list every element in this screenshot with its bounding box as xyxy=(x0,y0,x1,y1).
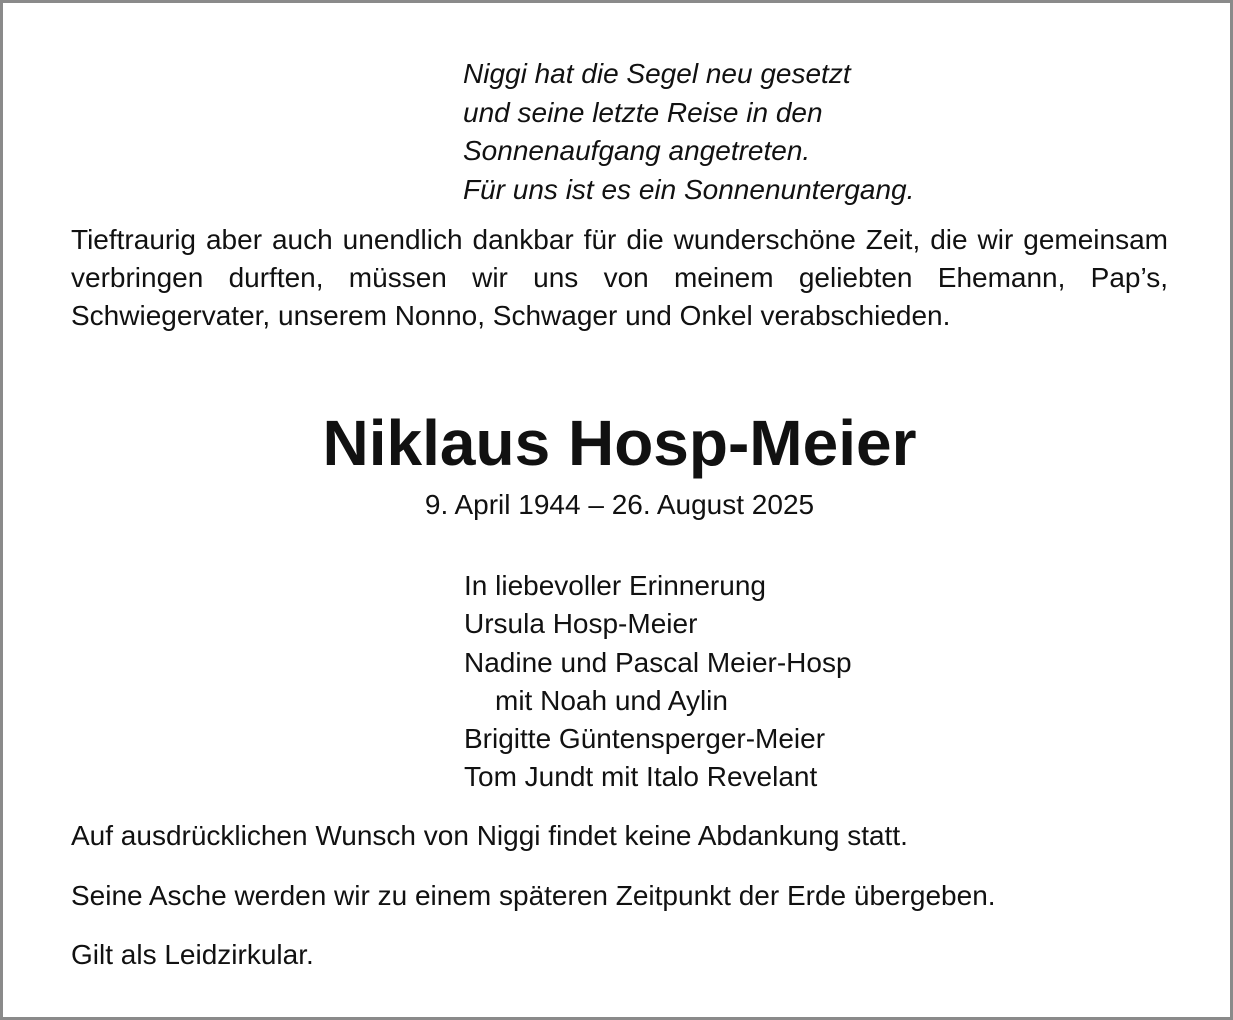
mourner-line: Ursula Hosp-Meier xyxy=(464,608,698,640)
memorial-poem xyxy=(463,55,1163,209)
life-dates: 9. April 1944 – 26. August 2025 xyxy=(424,489,815,520)
intro-paragraph: Tieftraurig aber auch unendlich dankbar für die wunderschöne Zeit, die wir gemeinsam verbringen durften, müssen wir uns von meinem geliebten Ehemann, Pap’s, Schwiegervater, unserem Nonno, Schwager und Onkel verabschieden. xyxy=(71,224,1168,331)
mourners-heading: In liebevoller Erinnerung xyxy=(464,570,766,601)
mourner-line: mit Noah und Aylin xyxy=(495,684,728,716)
poem-line: und seine letzte Reise in den xyxy=(463,96,823,128)
mourners-list xyxy=(464,567,1164,797)
ashes-note: Seine Asche werden wir zu einem späteren Zeitpunkt der Erde übergeben. xyxy=(71,880,996,911)
no-ceremony-note: Auf ausdrücklichen Wunsch von Niggi findet keine Abdankung statt. xyxy=(71,820,908,851)
poem-line: Niggi hat die Segel neu gesetzt xyxy=(463,58,851,89)
mourner-line: Nadine und Pascal Meier-Hosp xyxy=(464,646,852,678)
mourner-line: Tom Jundt mit Italo Revelant xyxy=(464,761,818,793)
mourner-line: Brigitte Güntensperger-Meier xyxy=(464,723,826,755)
circular-note: Gilt als Leidzirkular. xyxy=(71,939,314,970)
poem-line: Sonnenaufgang angetreten. xyxy=(463,135,811,166)
deceased-name: Niklaus Hosp-Meier xyxy=(322,407,917,479)
poem-line: Für uns ist es ein Sonnenuntergang. xyxy=(463,173,915,205)
